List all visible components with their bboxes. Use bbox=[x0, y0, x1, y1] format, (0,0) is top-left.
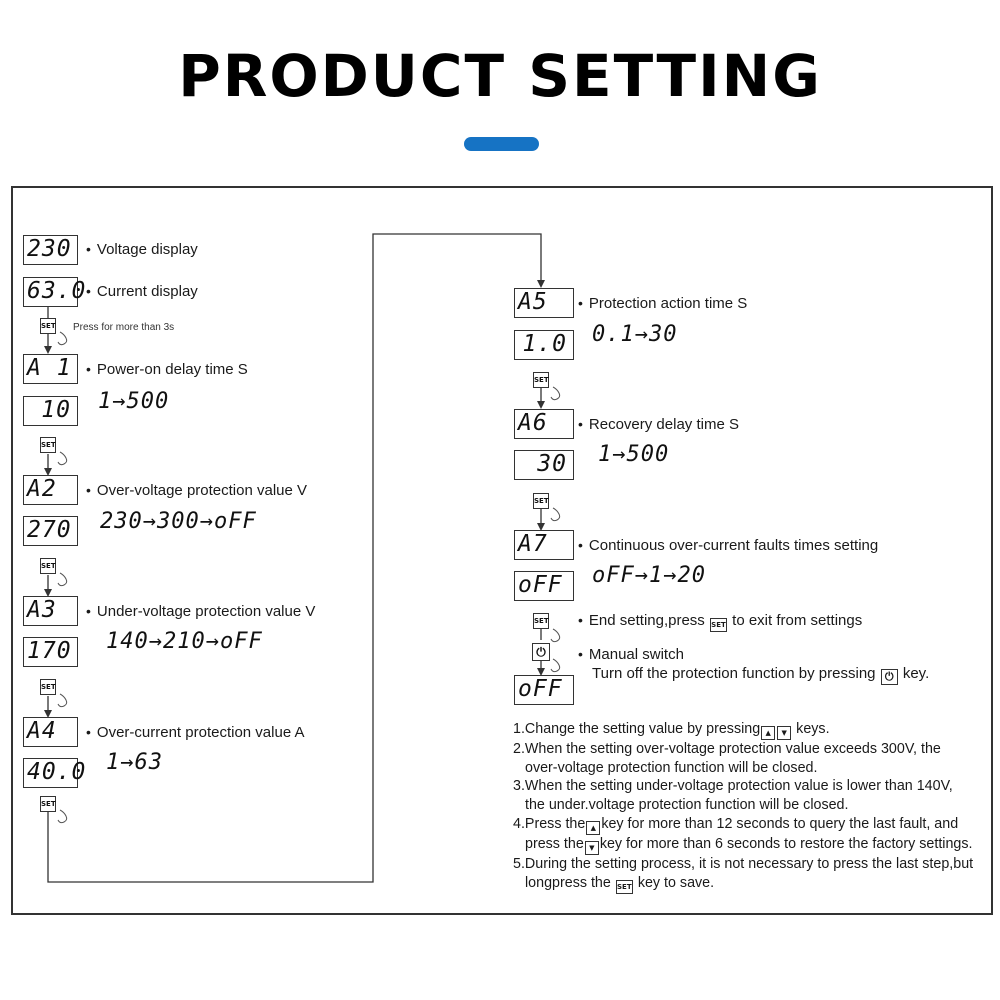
finger-press-icon bbox=[58, 332, 67, 345]
finger-press-icon bbox=[551, 629, 560, 642]
final-off-display: oFF bbox=[514, 675, 574, 705]
notes-list bbox=[513, 720, 988, 894]
a2-range: 230→300→oFF bbox=[100, 509, 257, 534]
a3-code-display: A3 bbox=[23, 596, 78, 626]
a7-label: • Continuous over-current faults times setting bbox=[578, 537, 879, 554]
manual-switch-text: Turn off the protection function by pressing ⏻ key. bbox=[592, 665, 930, 683]
set-key-inline: SET bbox=[710, 618, 727, 632]
a4-code-display: A4 bbox=[23, 717, 78, 747]
a5-label: • Protection action time S bbox=[578, 295, 748, 312]
note-1: 1.Change the setting value by pressing ▲ ▼ keys. bbox=[513, 720, 988, 740]
power-key-icon: ⏻ bbox=[532, 643, 550, 661]
note-3b: the under.voltage protection function will be closed. bbox=[525, 797, 849, 814]
finger-press-icon bbox=[58, 452, 67, 465]
power-key-inline-icon: ⏻ bbox=[881, 669, 898, 685]
finger-press-icon bbox=[551, 508, 560, 521]
a5-code-display: A5 bbox=[514, 288, 574, 318]
set-key: SET bbox=[40, 679, 56, 695]
a1-label: • Power-on delay time S bbox=[86, 361, 248, 378]
note-4a: 4.Press the ▲ key for more than 12 seconds to query the last fault, and bbox=[513, 815, 988, 835]
down-key-icon: ▼ bbox=[585, 841, 599, 855]
a3-label: • Under-voltage protection value V bbox=[86, 603, 316, 620]
set-key: SET bbox=[533, 613, 549, 629]
a3-value-display: 170 bbox=[23, 637, 78, 667]
a6-range: 1→500 bbox=[598, 442, 670, 467]
note-2b: over-voltage protection function will be closed. bbox=[525, 759, 818, 776]
a2-value-display: 270 bbox=[23, 516, 78, 546]
voltage-display: 230 bbox=[23, 235, 78, 265]
a1-range: 1→500 bbox=[98, 389, 170, 414]
note-2a: 2.When the setting over-voltage protection value exceeds 300V, the bbox=[513, 741, 941, 757]
a2-label: • Over-voltage protection value V bbox=[86, 482, 308, 499]
a3-range: 140→210→oFF bbox=[106, 629, 263, 654]
end-setting-text: • End setting,press SET to exit from settings bbox=[578, 612, 862, 632]
a4-value-display: 40.0 bbox=[23, 758, 78, 788]
set-key: SET bbox=[40, 318, 56, 334]
a7-code-display: A7 bbox=[514, 530, 574, 560]
finger-press-icon bbox=[58, 810, 67, 823]
finger-press-icon bbox=[551, 387, 560, 400]
set-key: SET bbox=[40, 437, 56, 453]
a4-label: • Over-current protection value A bbox=[86, 724, 305, 741]
a1-code-display: A 1 bbox=[23, 354, 78, 384]
a6-label: • Recovery delay time S bbox=[578, 416, 739, 433]
set-key-inline: SET bbox=[616, 880, 633, 894]
set-key: SET bbox=[533, 493, 549, 509]
a6-value-display: 30 bbox=[514, 450, 574, 480]
a1-value-display: 10 bbox=[23, 396, 78, 426]
a6-code-display: A6 bbox=[514, 409, 574, 439]
set-hint: Press for more than 3s bbox=[73, 322, 175, 333]
manual-switch-title: • Manual switch bbox=[578, 646, 684, 663]
a7-range: oFF→1→20 bbox=[592, 563, 706, 588]
set-key: SET bbox=[533, 372, 549, 388]
down-key-icon: ▼ bbox=[777, 726, 791, 740]
finger-press-icon bbox=[551, 659, 560, 672]
a5-range: 0.1→30 bbox=[592, 322, 678, 347]
note-5a: 5.During the setting process, it is not necessary to press the last step,but bbox=[513, 855, 974, 872]
note-3a: 3.When the setting under-voltage protection value is lower than 140V, bbox=[513, 778, 953, 795]
note-4b: press the ▼ key for more than 6 seconds to restore the factory settings. bbox=[513, 835, 988, 855]
up-key-icon: ▲ bbox=[586, 821, 600, 835]
set-key: SET bbox=[40, 558, 56, 574]
note-5b: longpress the SET key to save. bbox=[513, 874, 988, 894]
finger-press-icon bbox=[58, 694, 67, 707]
a7-value-display: oFF bbox=[514, 571, 574, 601]
finger-press-icon bbox=[58, 573, 67, 586]
page-title: PRODUCT SETTING bbox=[178, 42, 822, 110]
set-key: SET bbox=[40, 796, 56, 812]
a2-code-display: A2 bbox=[23, 475, 78, 505]
voltage-display-label: • Voltage display bbox=[86, 241, 198, 258]
up-key-icon: ▲ bbox=[761, 726, 775, 740]
a4-range: 1→63 bbox=[106, 750, 163, 775]
current-display-label: • Current display bbox=[86, 283, 198, 300]
current-display: 63.0 bbox=[23, 277, 78, 307]
a5-value-display: 1.0 bbox=[514, 330, 574, 360]
